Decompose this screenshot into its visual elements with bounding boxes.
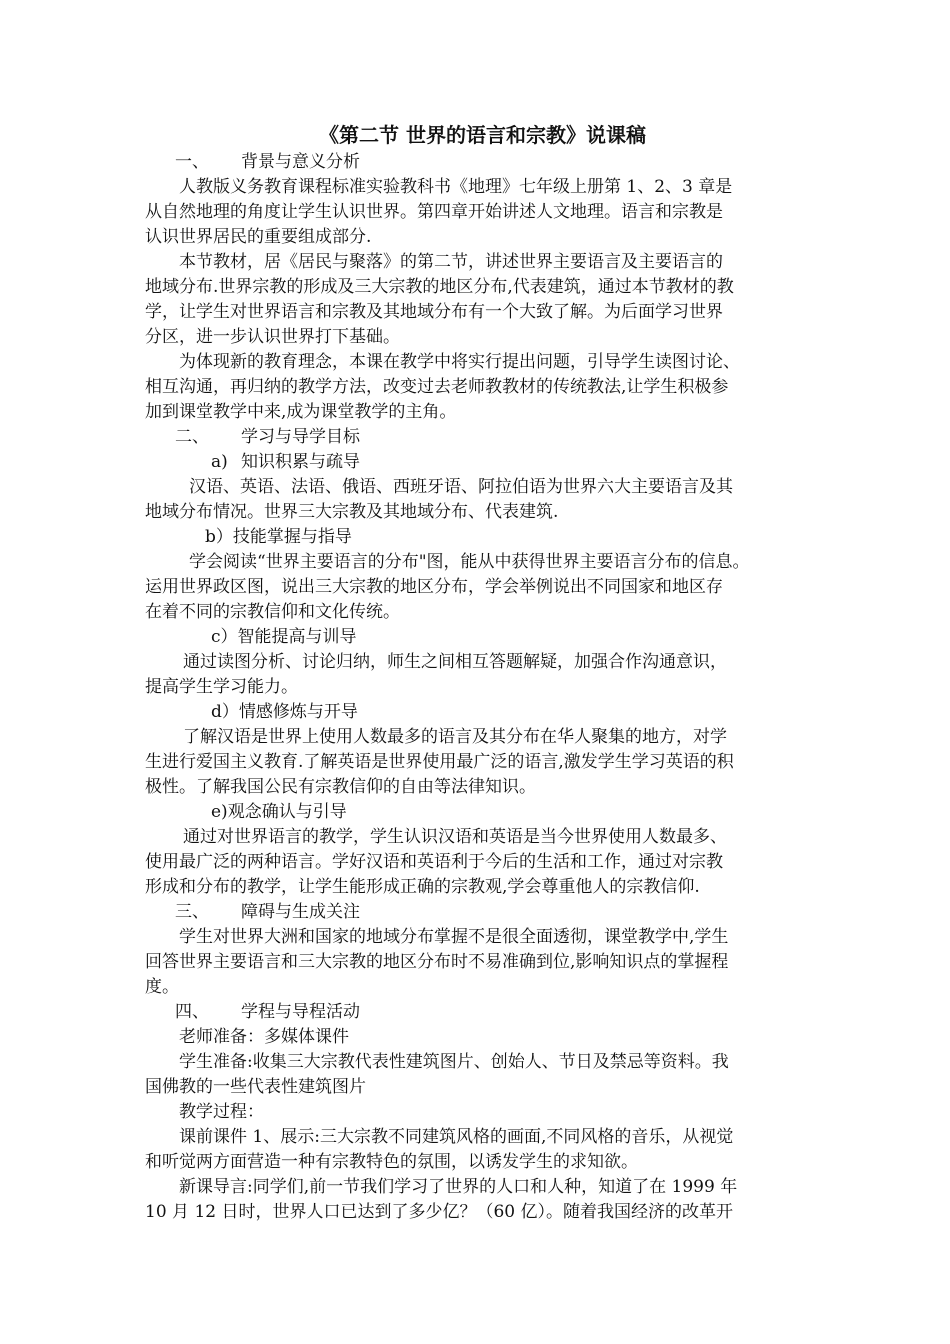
paragraph-line: 国佛教的一些代表性建筑图片 xyxy=(145,1077,366,1097)
subsection-heading-a xyxy=(145,450,810,475)
paragraph-line: 提高学生学习能力。 xyxy=(145,677,298,697)
subsection-number: a) xyxy=(211,452,228,472)
paragraph-line: 10 月 12 日时，世界人口已达到了多少亿？（60 亿）。随着我国经济的改革开 xyxy=(145,1202,734,1222)
subsection-heading-b: b）技能掌握与指导 xyxy=(205,527,352,547)
paragraph-line: 运用世界政区图，说出三大宗教的地区分布，学会举例说出不同国家和地区存 xyxy=(145,577,723,597)
paragraph-line: 通过对世界语言的教学，学生认识汉语和英语是当今世界使用人数最多、 xyxy=(183,827,727,847)
paragraph-line: 新课导言:同学们,前一节我们学习了世界的人口和人种，知道了在 1999 年 xyxy=(179,1177,738,1197)
teacher-prep-line: 老师准备：多媒体课件 xyxy=(179,1027,349,1047)
paragraph-line: 极性。了解我国公民有宗教信仰的自由等法律知识。 xyxy=(145,777,536,797)
paragraph-line: 在着不同的宗教信仰和文化传统。 xyxy=(145,602,400,622)
paragraph-line: 汉语、英语、法语、俄语、西班牙语、阿拉伯语为世界六大主要语言及其 xyxy=(189,477,733,497)
paragraph-line: 生进行爱国主义教育.了解英语是世界使用最广泛的语言,激发学生学习英语的积 xyxy=(145,752,734,772)
paragraph-line: 和听觉两方面营造一种有宗教特色的氛围，以诱发学生的求知欲。 xyxy=(145,1152,638,1172)
section-title: 学习与导学目标 xyxy=(241,427,360,447)
section-heading-1 xyxy=(145,150,810,175)
section-title: 障碍与生成关注 xyxy=(241,902,360,922)
paragraph-line: 了解汉语是世界上使用人数最多的语言及其分布在华人聚集的地方，对学 xyxy=(183,727,727,747)
paragraph-line: 课前课件 1、展示:三大宗教不同建筑风格的画面,不同风格的音乐，从视觉 xyxy=(179,1127,734,1147)
section-heading-3 xyxy=(145,900,810,925)
section-number: 三、 xyxy=(175,902,209,922)
paragraph-line: 本节教材，居《居民与聚落》的第二节，讲述世界主要语言及主要语言的 xyxy=(179,252,723,272)
paragraph-line: 学会阅读“世界主要语言的分布"图，能从中获得世界主要语言分布的信息。 xyxy=(189,552,750,572)
paragraph-line: 加到课堂教学中来,成为课堂教学的主角。 xyxy=(145,402,457,422)
process-label: 教学过程： xyxy=(179,1102,264,1122)
paragraph-line: 认识世界居民的重要组成部分. xyxy=(145,227,372,247)
paragraph-line: 相互沟通，再归纳的教学方法，改变过去老师教教材的传统教法,让学生积极参 xyxy=(145,377,729,397)
paragraph-line: 学生对世界大洲和国家的地域分布掌握不是很全面透彻，课堂教学中,学生 xyxy=(179,927,729,947)
paragraph-line: 地域分布.世界宗教的形成及三大宗教的地区分布,代表建筑，通过本节教材的教 xyxy=(145,277,734,297)
subsection-heading-e: e)观念确认与引导 xyxy=(211,802,347,822)
section-number: 四、 xyxy=(175,1002,209,1022)
paragraph-line: 从自然地理的角度让学生认识世界。第四章开始讲述人文地理。语言和宗教是 xyxy=(145,202,723,222)
paragraph-line: 通过读图分析、讨论归纳，师生之间相互答题解疑，加强合作沟通意识， xyxy=(183,652,727,672)
section-heading-2 xyxy=(145,425,810,450)
subsection-heading-c: c）智能提高与训导 xyxy=(211,627,357,647)
section-number: 一、 xyxy=(175,152,209,172)
subsection-title: 知识积累与疏导 xyxy=(241,452,360,472)
section-title: 学程与导程活动 xyxy=(241,1002,360,1022)
paragraph-line: 学，让学生对世界语言和宗教及其地域分布有一个大致了解。为后面学习世界 xyxy=(145,302,723,322)
paragraph-line: 为体现新的教育理念，本课在教学中将实行提出问题，引导学生读图讨论、 xyxy=(179,352,740,372)
paragraph-line: 度。 xyxy=(145,977,179,997)
section-title: 背景与意义分析 xyxy=(241,152,360,172)
paragraph-line: 形成和分布的教学，让学生能形成正确的宗教观,学会尊重他人的宗教信仰. xyxy=(145,877,700,897)
subsection-heading-d: d）情感修炼与开导 xyxy=(211,702,358,722)
document-title: 《第二节 世界的语言和宗教》说课稿 xyxy=(319,123,646,147)
paragraph-line: 人教版义务教育课程标准实验教科书《地理》七年级上册第 1、2、3 章是 xyxy=(179,177,733,197)
paragraph-line: 分区，进一步认识世界打下基础。 xyxy=(145,327,400,347)
paragraph-line: 学生准备:收集三大宗教代表性建筑图片、创始人、节日及禁忌等资料。我 xyxy=(179,1052,729,1072)
document-page xyxy=(145,120,810,1225)
paragraph-line: 使用最广泛的两种语言。学好汉语和英语利于今后的生活和工作，通过对宗教 xyxy=(145,852,723,872)
paragraph-line: 地域分布情况。世界三大宗教及其地域分布、代表建筑. xyxy=(145,502,559,522)
section-heading-4 xyxy=(145,1000,810,1025)
paragraph-line: 回答世界主要语言和三大宗教的地区分布时不易准确到位,影响知识点的掌握程 xyxy=(145,952,729,972)
section-number: 二、 xyxy=(175,427,209,447)
